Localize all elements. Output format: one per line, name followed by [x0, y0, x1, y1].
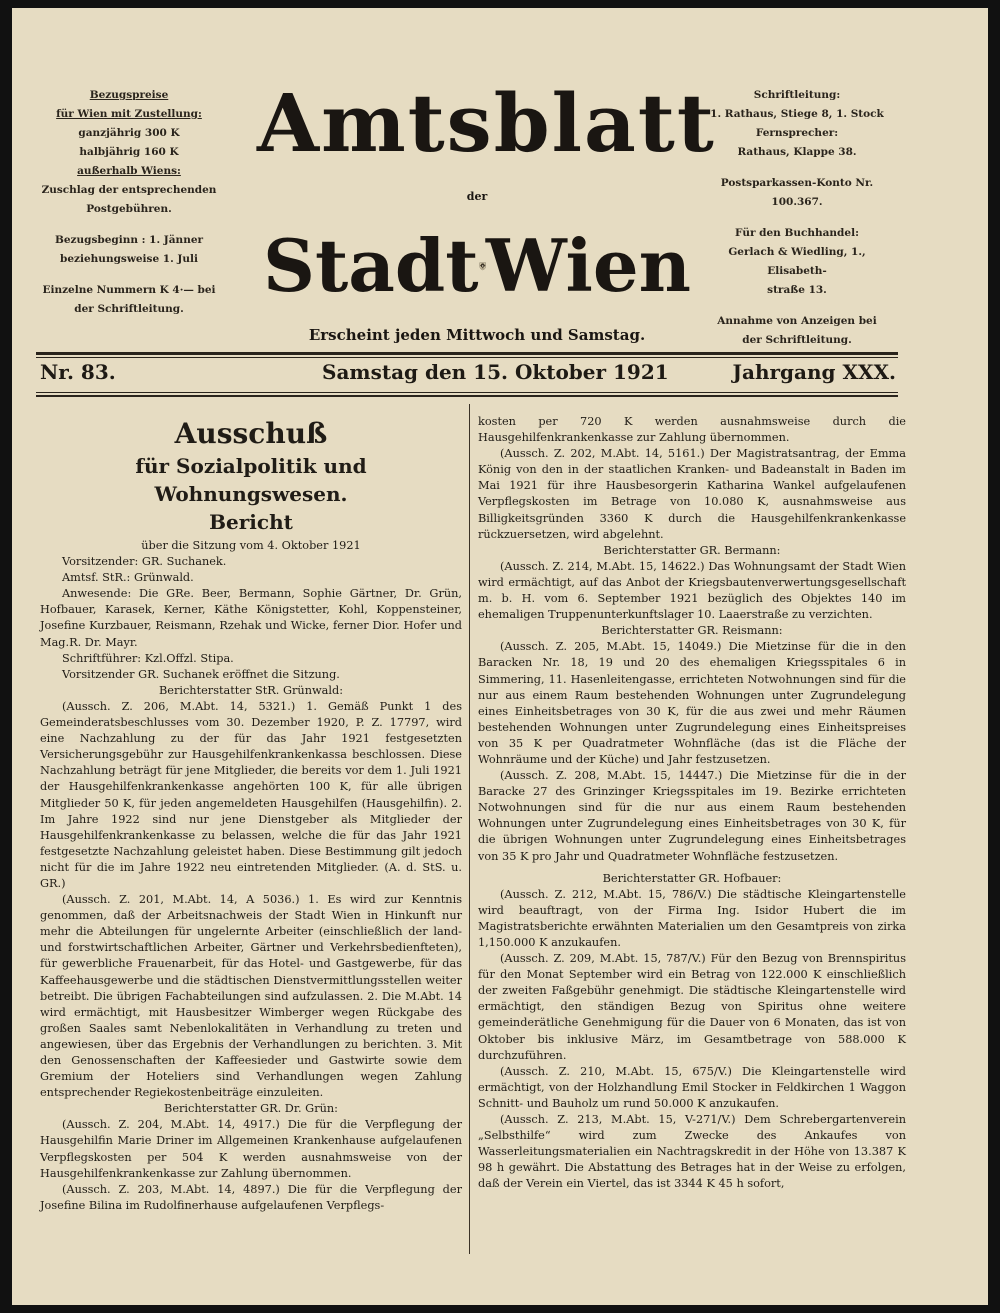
info-line: straße 13. — [767, 284, 827, 296]
article-paragraph: (Aussch. Z. 201, M.Abt. 14, A 5036.) 1. Es wird zur Kenntnis genommen, daß der Arbeitsnachweis der Stadt Wien in Hinkunft nur mehr die Abteilungen für ungelernte Arbeiter (einschließlich der land- und forstwirtschaftlichen Arbeiter, Gärtner und Verkehrsbedienfteten), für gewerbliche Frauenarbeit, für das Hotel- und Gastgewerbe, für das Kaffeehausgewerbe und die städtischen Dienstvermittlungsstellen weiter betreibt. Die übrigen Fachabteilungen sind aufzulassen. 2. Die M.Abt. 14 wird ermächtigt, mit Hausbesitzer Wimberger wegen Rückgabe des großen Saales samt Nebenlokalitäten in Verhandlung zu treten und angewiesen, über das Ergebnis der Verhandlungen zu berichten. 3. Mit den Genossenschaften der Kaffeesieder und Gastwirte sowie dem Gremium der Hoteliers sind Verhandlungen wegen Zahlung entsprechender Regiekostenbeiträge einzuleiten. — [40, 893, 462, 1100]
rapporteur-heading: Berichterstatter StR. Grünwald: — [158, 683, 344, 697]
masthead-subtitle: Erscheint jeden Mittwoch und Samstag. — [308, 326, 646, 344]
info-line: Einzelne Nummern K 4·— bei — [42, 284, 216, 296]
info-line: Gerlach & Wiedling, 1., Elisabeth- — [728, 246, 866, 277]
article-paragraph: (Aussch. Z. 209, M.Abt. 15, 787/V.) Für den Bezug von Brennspiritus für den Monat September wird ein Betrag von 122.000 K einschließlich der zweiten Faßgebühr genehmigt. Die städtische Kleingartenstelle wird ermächtigt, den ständigen Bezug von Spiritus ohne weitere gemeinderätliche Genehmigung für die Dauer von 6 Monaten, das ist von Oktober bis inklusive März, im Gesamtbetrage von 588.000 K durchzuführen. — [478, 952, 906, 1062]
info-line: ganzjährig 300 K — [78, 127, 180, 139]
masthead-der: der — [466, 190, 488, 203]
article-paragraph: (Aussch. Z. 213, M.Abt. 15, V-271/V.) Dem Schrebergartenverein „Selbsthilfe“ wird zum Zwecke des Ankaufes von Wasserleitungsmaterialien ein Nachtragskredit in der Höhe von 13.387 K 98 h gewährt. Die Abstattung des Betrages hat in der Weise zu erfolgen, daß der Verein ein Viertel, das ist 3344 K 45 h sofort, — [478, 1113, 906, 1191]
report-heading: Bericht — [209, 510, 293, 534]
masthead-title: Amtsblatt — [257, 76, 716, 170]
masthead-stadt-wien — [257, 218, 697, 314]
info-line: Bezugsbeginn : 1. Jänner — [54, 234, 204, 246]
editorial-info — [702, 86, 892, 362]
column-divider — [469, 404, 470, 1254]
article-paragraph: (Aussch. Z. 203, M.Abt. 14, 4897.) Die für die Verpflegung der Josefine Bilina im Rudolfinerhause aufgelaufenen Verpflegs- — [40, 1182, 462, 1212]
info-line: Zuschlag der entsprechenden — [41, 184, 217, 196]
newspaper-page — [12, 8, 988, 1305]
meeting-date: über die Sitzung vom 4. Oktober 1921 — [141, 539, 361, 552]
info-line: außerhalb Wiens: — [77, 165, 181, 177]
header-rule-top — [36, 352, 898, 355]
issue-bar — [40, 360, 896, 390]
info-line: Annahme von Anzeigen bei — [717, 315, 877, 327]
article-paragraph: (Aussch. Z. 206, M.Abt. 14, 5321.) 1. Gemäß Punkt 1 des Gemeinderatsbeschlusses vom 30. Dezember 1920, P. Z. 17797, wird eine Nachzahlung zu der für das Jahr 1921 festgesetzten Versicherungsgebühr zur Hausgehilfenkrankenkassa beschlossen. Diese Nachzahlung beträgt für jene Mitglieder, die bereits vor dem 1. Juli 1921 der Hausgehilfenkrankenkasse angehörten 100 K, für alle übrigen Mitglieder 50 K, für jeden angemeldeten Hausgehilfen (Hausgehilfin). 2. Im Jahre 1922 sind nur jene Dienstgeber als Mitglieder der Hausgehilfenkrankenkasse zu belassen, welche die für das Jahr 1921 festgesetzte Nachzahlung geleistet haben. Diese Bestimmung gilt jedoch nicht für die im Jahre 1922 neu eintretenden Mitglieder. (A. d. StS. u. GR.) — [40, 699, 462, 890]
header-rule-bottom — [36, 392, 898, 393]
info-line: der Schriftleitung. — [74, 303, 184, 315]
article-paragraph: (Aussch. Z. 208, M.Abt. 15, 14447.) Die Mietzinse für die in der Baracke 27 des Grinzinger Kriegsspitales im 19. Bezirke errichteten Notwohnungen sind für die nur aus einem Raum bestehenden Wohnungen unter Zugrundelegung eines Einheitsbetrages von 30 K, für die übrigen Wohnungen unter Zugrundelegung eines Einheitsbetrages von 35 K pro Jahr und Quadratmeter Wohnfläche festzusetzen. — [478, 769, 906, 863]
issue-date: Samstag den 15. Oktober 1921 — [322, 360, 669, 384]
article-paragraph: (Aussch. Z. 212, M.Abt. 15, 786/V.) Die städtische Kleingartenstelle wird beauftragt, von der Firma Ing. Isidor Hubert die im Magistratsberichte erwähnten Materialien um den Gesamtpreis von zirka 1,150.000 K anzukaufen. — [478, 887, 906, 949]
chairman: Vorsitzender: GR. Suchanek. — [62, 555, 227, 569]
opening: Vorsitzender GR. Suchanek eröffnet die Sitzung. — [62, 667, 340, 681]
issue-number: Nr. 83. — [40, 360, 116, 384]
info-line: halbjährig 160 K — [79, 146, 179, 158]
article-column-1 — [40, 416, 462, 1214]
article-paragraph: kosten per 720 K werden ausnahmsweise durch die Hausgehilfenkrankenkasse zur Zahlung übernommen. — [478, 415, 906, 445]
rapporteur-heading: Berichterstatter GR. Hofbauer: — [602, 871, 782, 885]
masthead-wien: Wien — [485, 223, 691, 308]
header-rule-bottom-thick — [36, 395, 898, 397]
councillor: Amtsf. StR.: Grünwald. — [62, 571, 194, 585]
vienna-coat-of-arms-icon — [479, 218, 486, 314]
info-line: Rathaus, Klappe 38. — [737, 146, 857, 158]
info-line: Für den Buchhandel: — [735, 227, 859, 239]
article-column-2 — [478, 414, 906, 1193]
secretary: Schriftführer: Kzl.Offzl. Stipa. — [62, 651, 234, 665]
masthead-stadt: Stadt — [263, 223, 479, 308]
info-line: Postgebühren. — [86, 203, 172, 215]
article-heading: Ausschuß — [174, 417, 328, 450]
info-line: Postsparkassen-Konto Nr. 100.367. — [720, 177, 874, 208]
info-line: beziehungsweise 1. Juli — [60, 253, 198, 265]
info-line: Schriftleitung: — [753, 89, 841, 101]
article-paragraph: (Aussch. Z. 210, M.Abt. 15, 675/V.) Die Kleingartenstelle wird ermächtigt, von der Holzhandlung Emil Stocker in Feldkirchen 1 Waggon Schnitt- und Bauholz um rund 50.000 K anzukaufen. — [478, 1064, 906, 1110]
article-paragraph: (Aussch. Z. 214, M.Abt. 15, 14622.) Das Wohnungsamt der Stadt Wien wird ermächtigt, auf das Anbot der Kriegsbautenverwertungsgesellschaft m. b. H. vom 6. September 1921 bezüglich des Objektes 140 im ehemaligen Truppenunterkunftslager 10. Laaerstraße zu verzichten. — [478, 559, 906, 622]
issue-volume: Jahrgang XXX. — [732, 360, 896, 384]
attendees: Anwesende: Die GRe. Beer, Bermann, Sophie Gärtner, Dr. Grün, Hofbauer, Karasek, Kerner, Käthe Königstetter, Kohl, Koppensteiner, Josefine Kurzbauer, Reismann, Rzehak und Wicke, ferner Dior. Hofer und Mag.R. Dr. Mayr. — [40, 587, 462, 649]
subscription-info — [34, 86, 224, 331]
rapporteur-heading: Berichterstatter GR. Dr. Grün: — [164, 1102, 338, 1116]
rapporteur-heading: Berichterstatter GR. Reismann: — [601, 624, 783, 638]
info-line: 1. Rathaus, Stiege 8, 1. Stock — [710, 108, 884, 120]
article-paragraph: (Aussch. Z. 205, M.Abt. 15, 14049.) Die Mietzinse für die in den Baracken Nr. 18, 19 und 20 des ehemaligen Kriegsspitales 6 in Simmering, 11. Hasenleitengasse, errichteten Notwohnungen sind für die nur aus einem Raum bestehenden Wohnungen unter Zugrundelegung eines Einheitsbetrages von 30 K, für die aus zwei und mehr Räumen bestehenden Wohnungen unter Zugrundelegung eines Einheitspreises von 35 K per Quadratmeter Wohnfläche (das ist die Fläche der Wohnräume und der Küche) und Jahr festzusetzen. — [478, 640, 906, 766]
info-line: Fernsprecher: — [755, 127, 839, 139]
info-line: Bezugspreise — [89, 89, 169, 101]
article-subheading: für Sozialpolitik und Wohnungswesen. — [135, 454, 367, 506]
article-paragraph: (Aussch. Z. 204, M.Abt. 14, 4917.) Die für die Verpflegung der Hausgehilfin Marie Driner im Allgemeinen Krankenhause aufgelaufenen Verpflegskosten per 504 K werden ausnahmsweise von der Hausgehilfenkrankenkasse zur Zahlung übernommen. — [40, 1118, 462, 1180]
header-rule-top-thin — [36, 357, 898, 358]
info-line: der Schriftleitung. — [742, 334, 852, 346]
article-paragraph: (Aussch. Z. 202, M.Abt. 14, 5161.) Der Magistratsantrag, der Emma König von den in der staatlichen Kranken- und Badeanstalt in Baden im Mai 1921 für ihre Hausbesorgerin Katharina Wankel aufgelaufenen Verpflegskosten im Betrage von 10.080 K, ausnahmsweise aus Billigkeitsgründen 3360 K durch die Hausgehilfenkrankenkasse rückzuersetzen, wird abgelehnt. — [478, 447, 906, 541]
rapporteur-heading: Berichterstatter GR. Bermann: — [603, 543, 781, 557]
info-line: für Wien mit Zustellung: — [56, 108, 202, 120]
